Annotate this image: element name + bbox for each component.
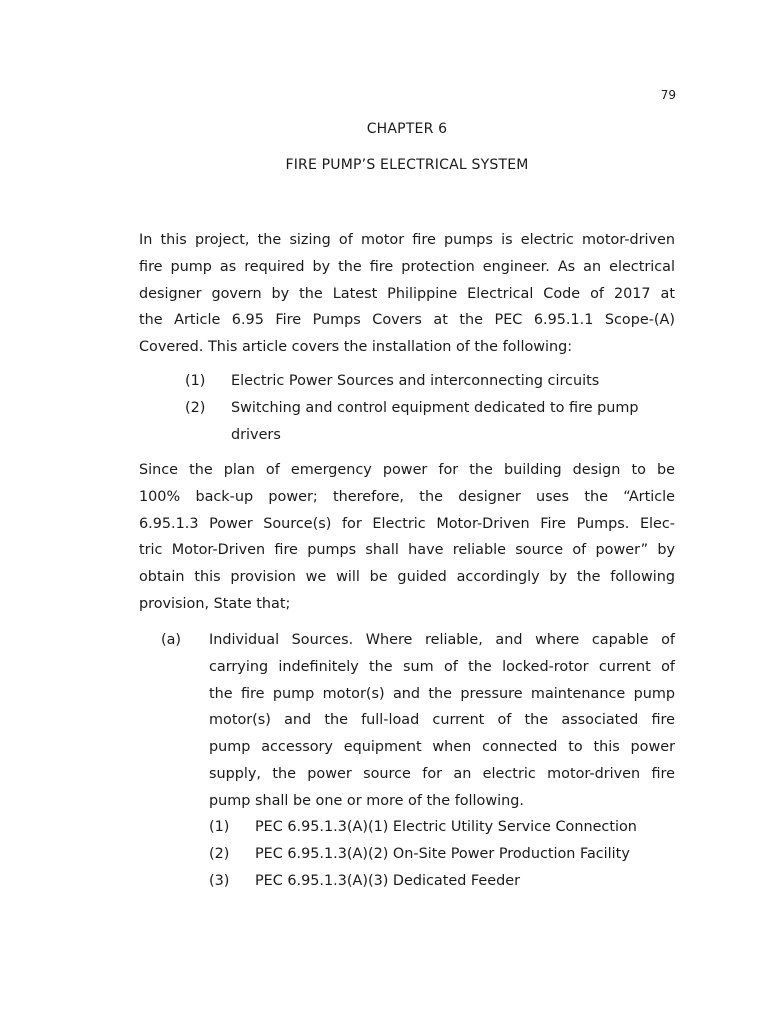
paragraph-line: the Article 6.95 Fire Pumps Covers at the PEC 6.95.1.1 Scope-(A) (139, 312, 675, 329)
paragraph-line: provision, State that; (139, 595, 291, 612)
paragraph-line: 100% back-up power; therefore, the designer uses the “Article (139, 488, 675, 505)
paragraph-line: Since the plan of emergency power for the building design to be (139, 462, 675, 478)
list-item-text: Switching and control equipment dedicated to fire pump (231, 400, 639, 416)
paragraph-line: tric Motor-Driven fire pumps shall have reliable source of power” by (139, 542, 675, 559)
paragraph-line: 6.95.1.3 Power Source(s) for Electric Motor-Driven Fire Pumps. Elec- (139, 515, 675, 532)
paragraph-line: the fire pump motor(s) and the pressure maintenance pump (209, 685, 675, 702)
paragraph-line: designer govern by the Latest Philippine Electrical Code of 2017 at (139, 285, 675, 302)
provision-item-body (209, 627, 675, 815)
paragraph-line: In this project, the sizing of motor fire pumps is electric motor-driven (139, 232, 675, 248)
paragraph-line: obtain this provision we will be guided accordingly by the following (139, 569, 675, 586)
list-item-text: PEC 6.95.1.3(A)(1) Electric Utility Service Connection (255, 819, 637, 835)
paragraph-line: Covered. This article covers the installation of the following: (139, 339, 573, 356)
list-item-text: PEC 6.95.1.3(A)(2) On-Site Power Production Facility (255, 846, 630, 862)
intro-paragraph (139, 227, 675, 361)
list-item-text: PEC 6.95.1.3(A)(3) Dedicated Feeder (255, 873, 521, 889)
paragraph-line: pump shall be one or more of the following. (209, 792, 524, 809)
power-source-paragraph (139, 457, 675, 618)
page-number: 79 (660, 88, 676, 102)
paragraph-line: carrying indefinitely the sum of the locked-rotor current of (209, 658, 675, 675)
paragraph-line: motor(s) and the full-load current of the associated fire (209, 712, 675, 729)
list-item-text: drivers (231, 427, 281, 443)
list-marker: (2) (209, 846, 230, 862)
paragraph-line: pump accessory equipment when connected to this power (209, 739, 675, 756)
chapter-heading: CHAPTER 6 (366, 121, 448, 137)
list-marker: (1) (209, 819, 230, 835)
list-marker: (2) (185, 400, 206, 416)
paragraph-line: Individual Sources. Where reliable, and where capable of (209, 632, 675, 648)
list-marker: (a) (161, 632, 182, 648)
list-marker: (3) (209, 873, 230, 889)
list-item-text: Electric Power Sources and interconnecting circuits (231, 373, 600, 389)
paragraph-line: supply, the power source for an electric motor-driven fire (209, 765, 675, 782)
chapter-title: FIRE PUMP’S ELECTRICAL SYSTEM (285, 157, 529, 173)
paragraph-line: fire pump as required by the fire protection engineer. As an electrical (139, 258, 675, 275)
list-marker: (1) (185, 373, 206, 389)
